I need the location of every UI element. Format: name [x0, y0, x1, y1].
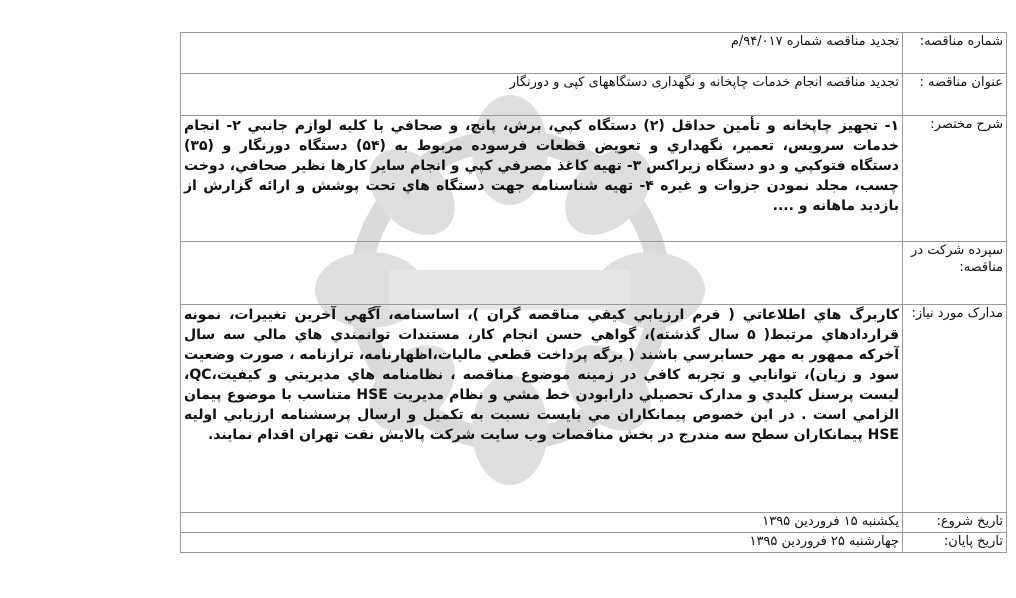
table-row [181, 33, 1007, 74]
table-row [181, 533, 1007, 553]
table-row [181, 305, 1007, 513]
required-documents-value: کاربرگ هاي اطلاعاتي ( فرم ارزیابي کیفي مناقصه گران )، اساسنامه، آگهي آخرین تغییرات، نمونه قراردادهاي مرتبط( ۵ سال گذشته)، گواهي حسن انجام کار، مستندات توانمندي هاي مالي سه سال آخرکه ممهور به مهر حسابرسي باشند ( برگه پرداخت قطعي مالیات،اظهارنامه، ترازنامه ، صورت وضعیت سود و زیان)، توانایي و تجربه کافي در زمینه موضوع مناقصه ، نظامنامه هاي مدیریتي و کیفیت،QC، لیست پرسنل کلیدي و مدارک تحصیلي دارابودن خط مشي و نظام مدیریت HSE متناسب با موضوع پیمان الزامي است . در این خصوص پیمانکاران مي بایست نسبت به تکمیل و ارسال پرسشنامه ارزیابي اولیه HSE پیمانکاران سطح سه مندرج در بخش مناقصات وب سایت شرکت پالایش نفت تهران اقدام نمایند. [181, 305, 903, 513]
description-label: شرح مختصر: [903, 116, 1007, 242]
deposit-value [181, 242, 903, 305]
deposit-label: سپرده شرکت در مناقصه: [903, 242, 1007, 305]
required-documents-label: مدارک مورد نیاز: [903, 305, 1007, 513]
tender-number-value: تجدید مناقصه شماره ۹۴/۰۱۷/م [181, 33, 903, 74]
table-row [181, 74, 1007, 116]
end-date-label: تاریخ پایان: [903, 533, 1007, 553]
table-row [181, 242, 1007, 305]
tender-title-value: تجدید مناقصه انجام خدمات چاپخانه و نگهداری دستگاههای کپی و دورنگار [181, 74, 903, 116]
start-date-label: تاریخ شروع: [903, 513, 1007, 533]
tender-title-label: عنوان مناقصه : [903, 74, 1007, 116]
table-row [181, 116, 1007, 242]
tender-number-label: شماره مناقصه: [903, 33, 1007, 74]
description-value: ۱- تجهیز چاپخانه و تأمین حداقل (۲) دستگاه کپي، برش، پانچ، و صحافي با کلیه لوازم جانبي ۲- انجام خدمات سرویس، تعمیر، نگهداري و تعویض قطعات فرسوده مربوط به (۵۴) دستگاه دورنگار و (۳۵) دستگاه فتوکپي و دو دستگاه زیراکس ۳- تهیه کاغذ مصرفي کپي و انجام سایر کارها نظیر صحافي، دوخت چسب، مجلد نمودن جزوات و غیره ۴- تهیه شناسنامه جهت دستگاه هاي تحت پوشش و ارائه گزارش از بازدید ماهانه و .... [181, 116, 903, 242]
start-date-value: یکشنبه ۱۵ فروردین ۱۳۹۵ [181, 513, 903, 533]
tender-table [180, 32, 1007, 553]
table-row [181, 513, 1007, 533]
end-date-value: چهارشنبه ۲۵ فروردین ۱۳۹۵ [181, 533, 903, 553]
